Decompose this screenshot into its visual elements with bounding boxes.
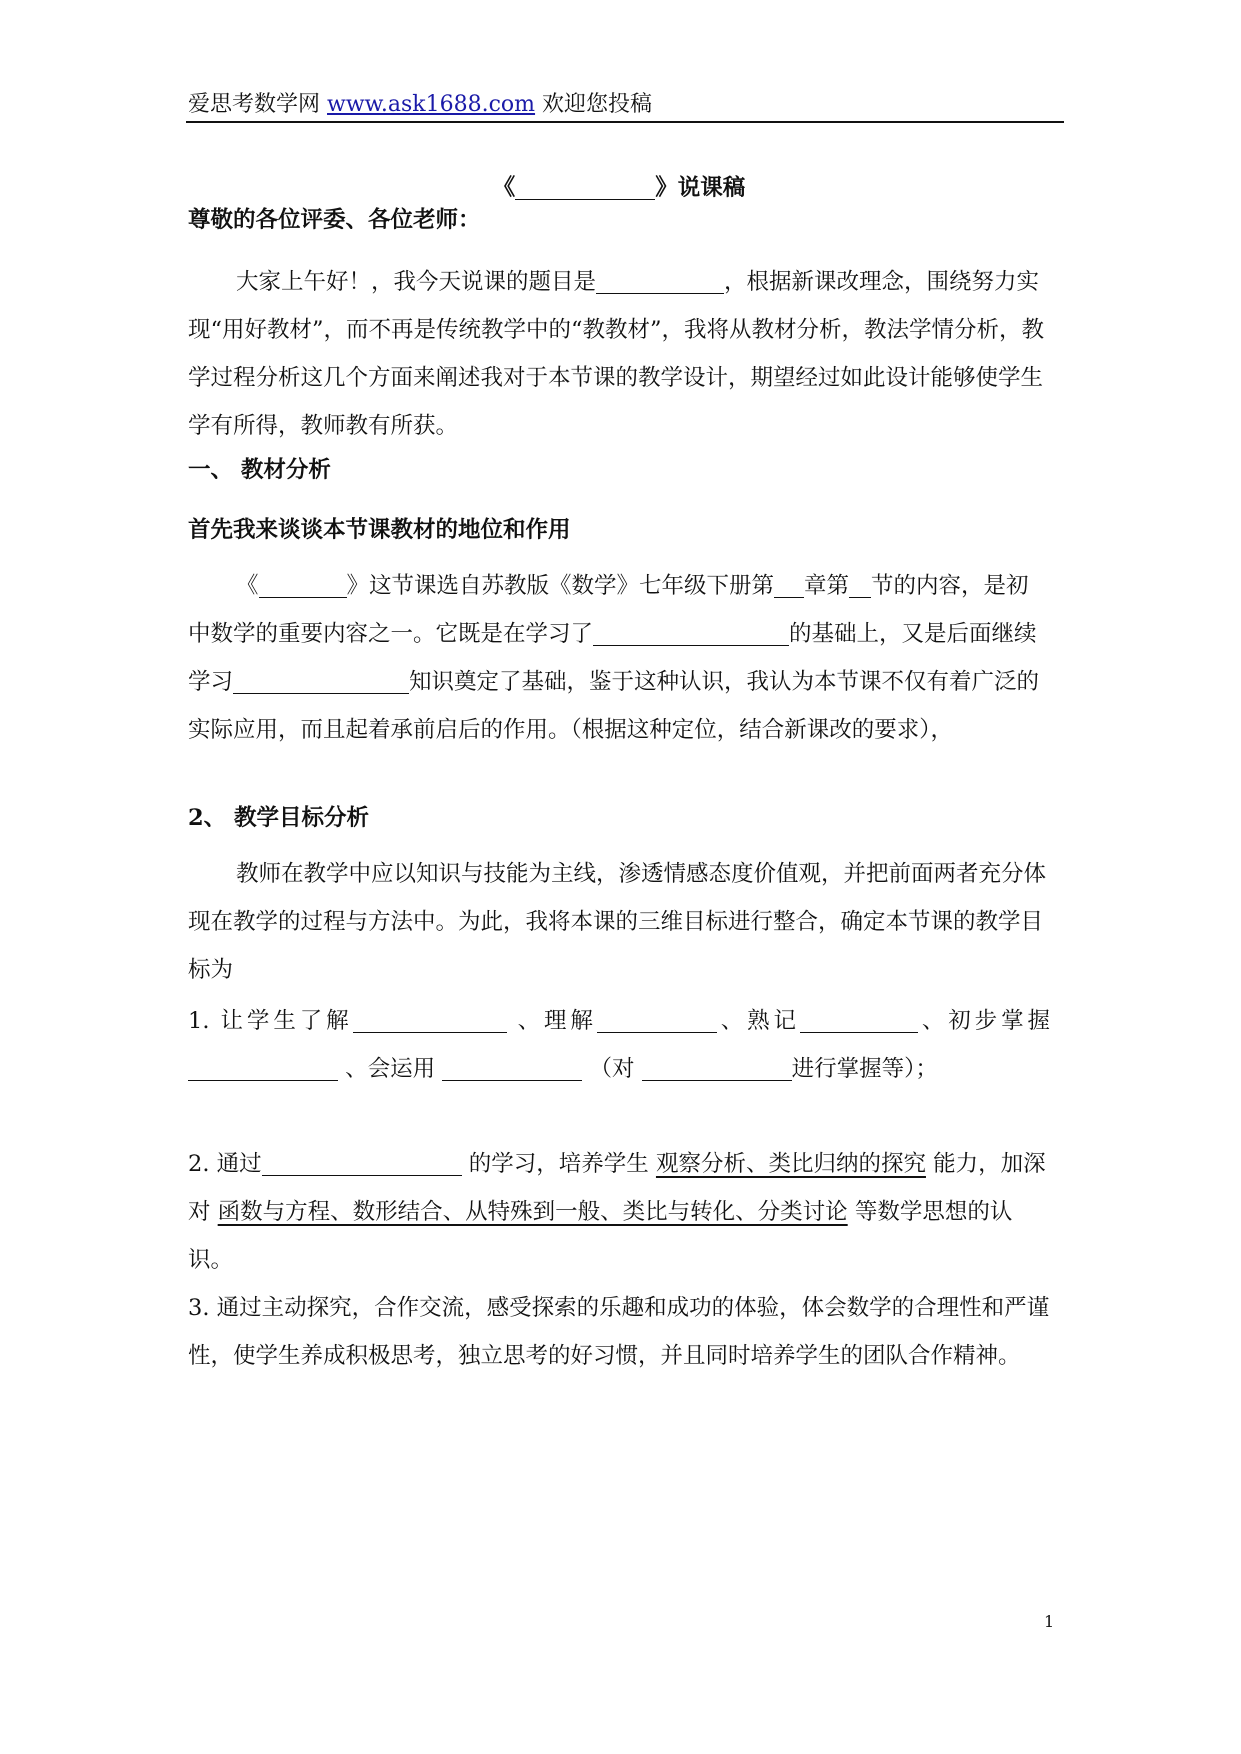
- page-number: 1: [1044, 1612, 1055, 1631]
- goal2-text-b: 的学习，培养学生: [468, 1151, 649, 1177]
- header-slogan: 欢迎您投稿: [542, 92, 653, 117]
- goal-3: 3. 通过主动探究，合作交流，感受探索的乐趣和成功的体验，体会数学的合理性和严谨性，使学生养成积极思考，独立思考的好习惯，并且同时培养学生的团队合作精神。: [188, 1295, 1050, 1369]
- s1-text-2: 章第: [804, 573, 850, 599]
- goal-2: [188, 1140, 1050, 1284]
- s1-text-5: 知识奠定了基础，鉴于这种认识，我认为本节课不仅有着广泛的实际应用，而且起着承前启后的作用。（根据这种定位，结合新课改的要求），: [188, 669, 1040, 743]
- section2-paragraph: 教师在教学中应以知识与技能为主线，渗透情感态度价值观，并把前面两者充分体现在教学的过程与方法中。为此，我将本课的三维目标进行整合，确定本节课的教学目标为: [188, 861, 1047, 983]
- goal1-text-a: 1. 让学生了解: [188, 1008, 353, 1034]
- s1-open-quote: 《: [236, 573, 259, 599]
- section1-subheading: 首先我来谈谈本节课教材的地位和作用: [188, 517, 571, 543]
- goal2-text-a: 2. 通过: [188, 1151, 262, 1177]
- goal1-blank-5: [442, 1055, 582, 1081]
- goal1-text-e: 、会运用: [345, 1056, 436, 1082]
- header-divider: [186, 121, 1064, 123]
- greeting: 尊敬的各位评委、各位老师：: [188, 207, 481, 233]
- s1-text-3: 节的内容，是初中数学的重要内容之一。它既是在学习了: [188, 573, 1029, 647]
- goal1-blank-4: [188, 1055, 338, 1081]
- intro-text-1: 大家上午好！，我今天说课的题目是: [236, 269, 597, 295]
- goal2-blank: [262, 1150, 462, 1176]
- s1-text-4: 的基础上，又是后面继续学习: [188, 621, 1037, 695]
- topic-blank: [596, 268, 724, 294]
- goal1-text-f: （对: [589, 1056, 635, 1082]
- goal2-thinking-underlined: 函数与方程、数形结合、从特殊到一般、类比与转化、分类讨论: [217, 1199, 848, 1225]
- goal1-blank-2: [597, 1007, 717, 1033]
- lesson-name-blank: [259, 572, 347, 598]
- title-close: 》说课稿: [655, 175, 746, 201]
- future-knowledge-blank: [233, 668, 409, 694]
- chapter-blank: [774, 572, 804, 598]
- goal2-text-c: 能力，加深对: [188, 1151, 1046, 1225]
- goal-1: [188, 997, 1050, 1093]
- goal1-blank-6: [642, 1055, 792, 1081]
- section2-heading: 2、 教学目标分析: [188, 805, 369, 831]
- intro-paragraph: [188, 258, 1050, 450]
- goal1-blank-1: [353, 1007, 507, 1033]
- goal1-text-g: 进行掌握等）；: [791, 1056, 938, 1082]
- section1-heading: 一、 教材分析: [188, 457, 331, 483]
- title-open-quote: 《: [492, 175, 516, 201]
- s1-text-1: 》这节课选自苏教版《数学》七年级下册第: [346, 573, 775, 599]
- goal1-text-b: 、理解: [517, 1008, 597, 1034]
- goal1-blank-3: [800, 1007, 918, 1033]
- goal1-text-c: 、熟记: [716, 1008, 800, 1034]
- goal2-text-d: 等数学思想的认识。: [188, 1199, 1013, 1273]
- prior-knowledge-blank: [593, 620, 789, 646]
- intro-text-2: ，根据新课改理念，围绕努力实现“用好教材”，而不再是传统教学中的“教教材”，我将从教材分析，教法学情分析，教学过程分析这几个方面来阐述我对于本节课的教学设计，期望经过如此设计能够使学生学有所得，教师教有所获。: [188, 269, 1045, 439]
- site-name: 爱思考数学网: [188, 92, 321, 117]
- page-header: [188, 90, 1064, 120]
- section-blank: [849, 572, 871, 598]
- goal1-text-d: 、初步掌握: [917, 1008, 1050, 1034]
- goal2-ability-underlined: 观察分析、类比归纳的探究: [655, 1151, 926, 1177]
- section1-paragraph: [188, 562, 1050, 754]
- site-url-link[interactable]: www.ask1688.com: [327, 92, 536, 117]
